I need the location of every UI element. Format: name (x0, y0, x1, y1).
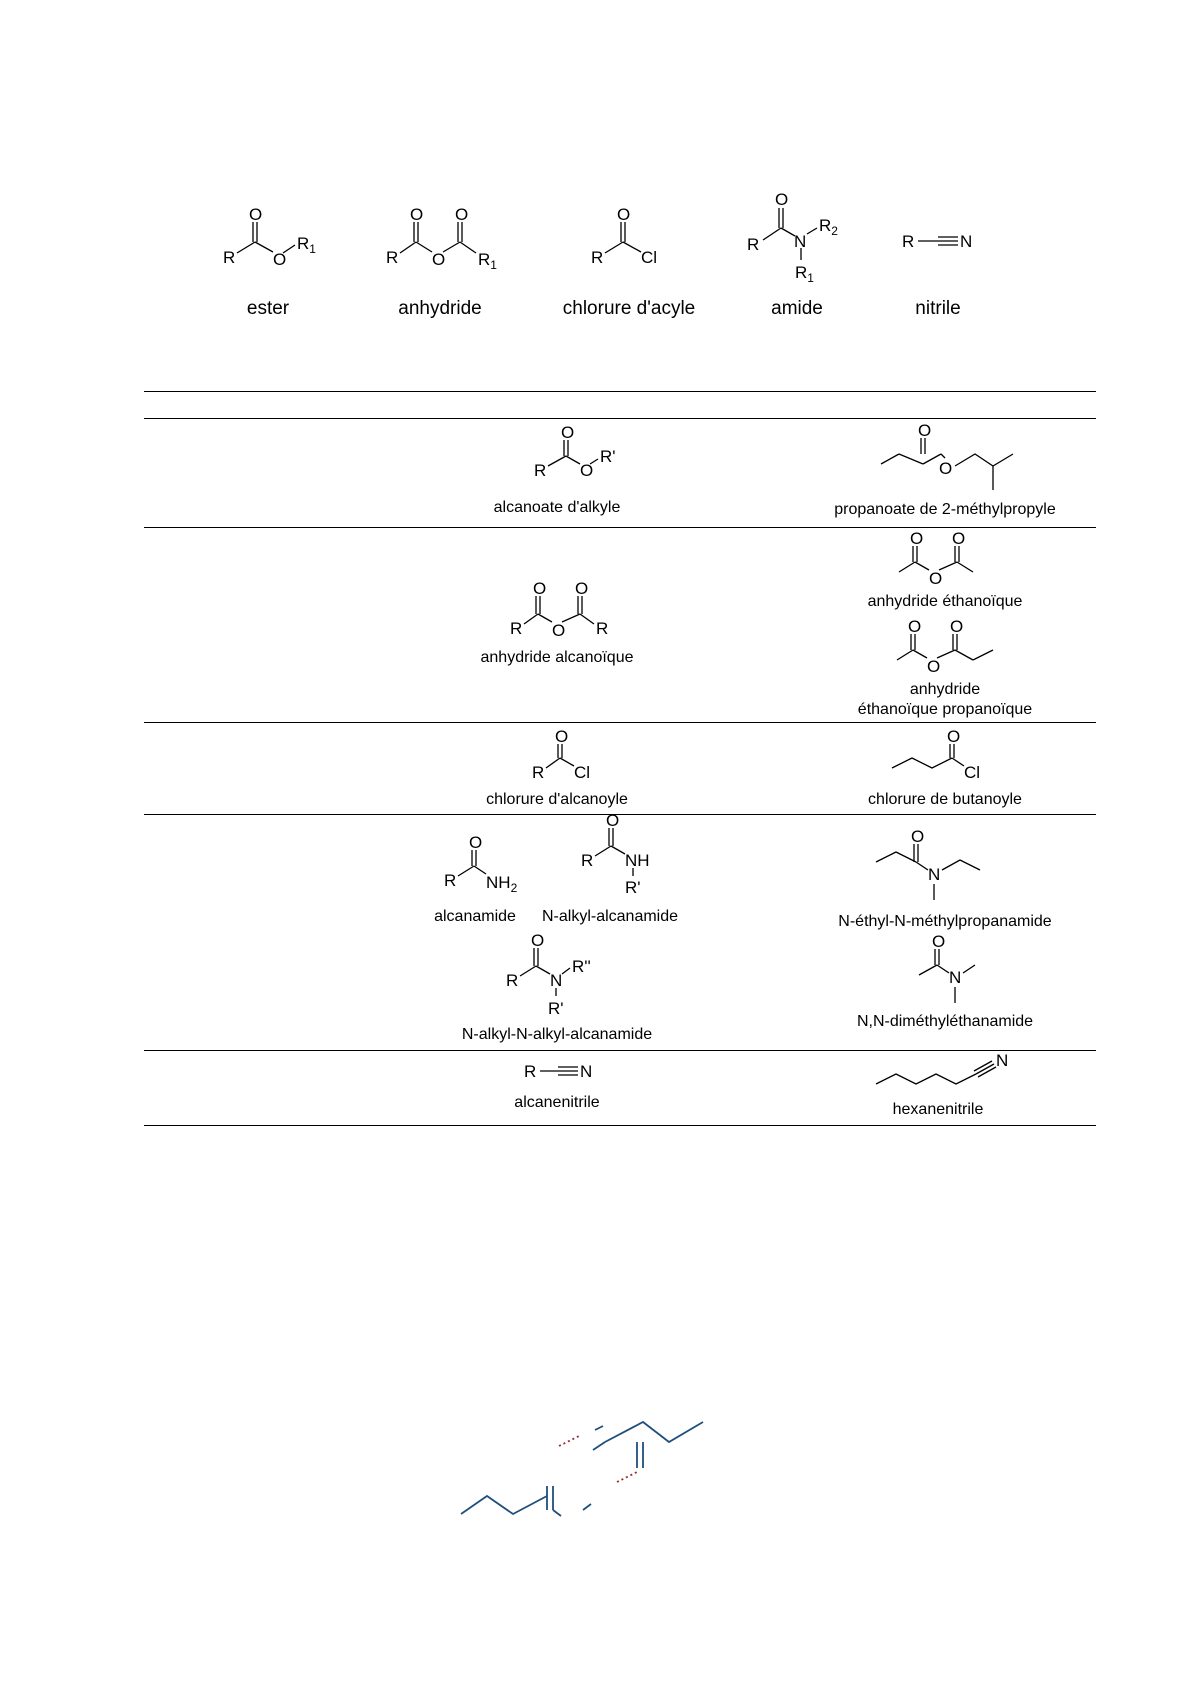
atom-nh2: $NH_2$ (486, 873, 518, 895)
general-formula-label: chlorure d'alcanoyle (486, 791, 628, 808)
general-formula-label: anhydride alcanoïque (480, 649, 634, 666)
atom-o: O (273, 250, 287, 269)
alkanenitrile-structure (522, 1055, 612, 1085)
row-divider (144, 527, 1096, 528)
atom-r2: $R_2$ (819, 216, 838, 238)
atom-r: R (581, 851, 594, 870)
nitrile-structure (900, 225, 990, 255)
row-divider (144, 1050, 1096, 1051)
example-label-line: éthanoïque propanoïque (857, 701, 1033, 718)
example-label: N-éthyl-N-méthylpropanamide (838, 913, 1052, 930)
atom-o: O (552, 621, 566, 640)
atom-o: O (947, 727, 961, 746)
atom-o: O (932, 932, 946, 951)
amide-label: amide (771, 298, 823, 319)
atom-o: O (950, 617, 964, 636)
example-label: propanoate de 2-méthylpropyle (834, 501, 1056, 518)
example-label: chlorure de butanoyle (868, 791, 1022, 808)
acyl-chloride-structure (585, 205, 675, 275)
example-label: N,N-diméthyléthanamide (856, 1013, 1034, 1030)
atom-r: R (902, 232, 915, 251)
atom-r1: $R_1$ (478, 250, 497, 272)
example-label: anhydride éthanoïque (867, 593, 1023, 610)
isobutyl-propanoate-structure (875, 422, 1025, 497)
atom-r1: $R_1$ (297, 234, 316, 256)
atom-o: O (910, 529, 924, 548)
atom-o: O (469, 833, 483, 852)
alkanoyl-chloride-structure (528, 728, 618, 783)
general-formula-label: alcanamide (434, 908, 516, 925)
table-header-rule (144, 418, 1096, 419)
general-formula-label: N-alkyl-alcanamide (541, 908, 679, 925)
chain-lower-stub (553, 1510, 561, 1516)
atom-o: O (929, 569, 943, 588)
chain-lower (461, 1496, 547, 1514)
atom-r-prime: R' (625, 878, 641, 897)
atom-o: O (575, 579, 589, 598)
hexanenitrile-structure (872, 1052, 1017, 1092)
atom-o: O (432, 250, 446, 269)
n-alkyl-n-alkyl-alkanamide-structure (500, 930, 610, 1020)
n-ethyl-n-methylpropanamide-structure (870, 828, 1000, 908)
hydrogen-bonded-dimer-sketch (455, 1410, 755, 1530)
atom-o: O (911, 827, 925, 846)
atom-r-double-prime: R'' (572, 957, 591, 976)
anhydride-structure (380, 205, 520, 275)
atom-o: O (952, 529, 966, 548)
atom-n: N (580, 1062, 593, 1081)
general-formula-label: alcanenitrile (514, 1094, 600, 1111)
chain-upper-stub (593, 1442, 605, 1450)
double-bond-upper (637, 1442, 643, 1468)
atom-r: R (747, 235, 760, 254)
atom-o: O (531, 931, 545, 950)
atom-r: R (506, 971, 519, 990)
atom-r: R (596, 619, 609, 638)
atom-r-prime: R' (600, 447, 616, 466)
alkanamide-structure (436, 833, 536, 896)
atom-n: N (949, 968, 962, 987)
atom-o: O (908, 617, 922, 636)
alkyl-alkanoate-structure (528, 424, 628, 484)
double-bond-lower (547, 1486, 553, 1510)
atom-r: R (534, 461, 547, 480)
atom-r: R (510, 619, 523, 638)
alkanoic-anhydride-structure (508, 580, 638, 642)
atom-n: N (996, 1051, 1009, 1070)
example-label (858, 680, 1032, 720)
atom-o: O (927, 657, 941, 676)
atom-o: O (555, 727, 569, 746)
atom-o: O (918, 421, 932, 440)
atom-r: R (386, 248, 399, 267)
atom-r1: $R_1$ (795, 263, 814, 285)
atom-r: R (223, 248, 236, 267)
atom-n: N (794, 232, 807, 251)
hydrogen-bond (559, 1436, 579, 1446)
acetic-propanoic-anhydride-structure (893, 618, 1013, 678)
atom-nh: NH (625, 851, 650, 870)
atom-r-prime: R' (548, 999, 564, 1018)
atom-n: N (928, 865, 941, 884)
atom-cl: Cl (641, 248, 658, 267)
atom-o: O (617, 205, 631, 224)
bond-stub (595, 1426, 603, 1430)
hydrogen-bond (617, 1472, 637, 1482)
table-bottom-rule (144, 1125, 1096, 1126)
butanoyl-chloride-structure (888, 728, 998, 783)
atom-o: O (533, 579, 547, 598)
n-alkyl-alkanamide-structure (575, 811, 675, 899)
ester-label: ester (246, 298, 290, 319)
example-label: hexanenitrile (892, 1101, 984, 1118)
atom-o: O (939, 459, 953, 478)
atom-r: R (532, 763, 545, 782)
general-formula-label: alcanoate d'alkyle (493, 499, 621, 516)
atom-cl: Cl (964, 763, 981, 782)
anhydride-label: anhydride (398, 298, 482, 319)
table-top-rule (144, 391, 1096, 392)
chain-upper (605, 1422, 703, 1442)
bond-stub (583, 1504, 591, 1510)
atom-r: R (444, 871, 457, 890)
atom-o: O (606, 811, 620, 830)
atom-o: O (249, 205, 263, 224)
atom-r: R (524, 1062, 537, 1081)
atom-r: R (591, 248, 604, 267)
n-n-dimethylethanamide-structure (913, 932, 1003, 1010)
row-divider (144, 722, 1096, 723)
acetic-anhydride-structure (895, 530, 1005, 590)
atom-cl: Cl (574, 763, 591, 782)
acyl-chloride-label: chlorure d'acyle (562, 298, 696, 319)
nitrile-label: nitrile (915, 298, 961, 319)
atom-o: O (580, 461, 594, 480)
atom-o: O (410, 205, 424, 224)
ester-structure (215, 205, 325, 275)
atom-n: N (960, 232, 973, 251)
atom-o: O (455, 205, 469, 224)
amide-structure (745, 190, 855, 290)
atom-o: O (561, 423, 575, 442)
general-formula-label: N-alkyl-N-alkyl-alcanamide (461, 1026, 653, 1043)
atom-o: O (775, 190, 789, 209)
atom-n: N (550, 971, 563, 990)
example-label-line: anhydride (909, 681, 981, 698)
